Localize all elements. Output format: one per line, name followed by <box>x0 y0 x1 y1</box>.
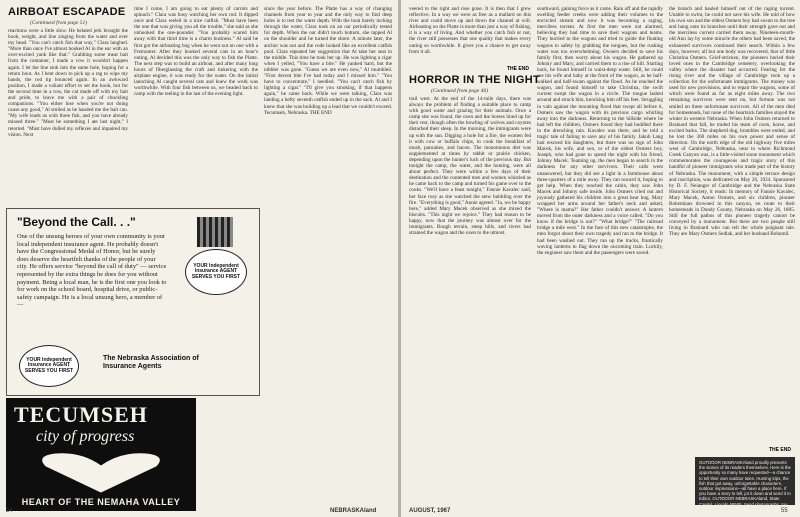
heart-map-icon <box>26 452 176 494</box>
article-text: the branch and hauled himself out of the raging torrent. Unable to swim, he could not save his wife. He told of how his own son and the oldest Osmers boy had swum to the tree and hung onto its branches until their strength gave out and the merciless current carried them away. Nineteen-month-old Ann lay by some miracle the others had been saved, the exhausted survivors continued their search. Within a few days, however, all but one body was recovered, that of little Christina Osmers. Grief-stricken, the pioneers buried their loved ones in the Cambridge cemetery, overlooking the valley where the disaster had occurred. Fearing for the rising river and the village of Cambridge took up a collection for the unfortunate immigrants. The money was used for new provisions, and to repair the wagons, some of which were found as far as eight miles away. The two remaining survivors were sent on, but fortune was not smiled on these unfortunate survivors. All of the men died for homesteads, but none of the heartsick families stayed the winter in western Nebraska. When John Osmers returned to Brainard that fall, he traded his team of oxen, horse, and excited barks. The shepherd dog, brambles were ended, and he lost the 360 miles on his own power and sense of direction. On the north edge of the old highway five miles west of Cambridge, Nebraska, near to where Richmond Creek Canyon was, is a little-visited stone monument which commemorates the courageous and tragic story of this handful of pioneer immigrants who made part of the history of Nebraska. The monument, with a simple terrace design and inscription, was dedicated on May 26, 1924. Sponsored by D. F. Neianger of Cambridge and the Nebraska State Historical Society, it reads: In memory of Fannie Kavalec, Mary Macek, Anton Osmers, and six children, pioneer Bohemians drowned in this canyon, en route to their homesteads in Dundy County, Nebraska on May 26, 1885. Still the full pathos of this pioneer tragedy cannot be conveyed by a monument. But there are two people still living in Brainard who can tell the whole poignant tale. They are Mary Osmers Sedlak, and her husband Bohumil. <box>669 6 795 238</box>
article-column-2 <box>537 6 663 496</box>
continued-note: (Continued from page 51) <box>30 20 88 26</box>
issue-date: AUGUST, 1967 <box>409 508 451 514</box>
tecumseh-footer: HEART OF THE NEMAHA VALLEY <box>21 497 181 507</box>
article-column-1-top <box>409 6 531 68</box>
end-mark: THE END <box>769 447 791 453</box>
article-text: trail west. At the end of the 14-mile days, there was always the problem of finding a suitable place to camp with good water and grazing for their animals. Once a camp site was found, the oxen and the horses lined up for their rest, though often the howling of wolves and coyotes disturbed their sleep. In the morning, the immigrants were up with the sun. Digging a hole for a fire, the women fed it with cow or buffalo chips, to cook the breakfast of mush, pancakes, and bacon. The monotonous diet was supplemented at times by rabbit or prairie chicken, depending upon the hunter's luck of the previous day. But tonight the camp, the water, and the hunting, were all about perfect. They were within a few days of their destination and the contented men and women whistled as he came back to the camp and turned his game over to the cooks. "We'll have a feast tonight," Fannie Kavalec said, her face rosy as she watched the stew bubbling over the fire. "Everything is good," Annie agreed. "Ja, wo be happy here," added Mary Macek observed as she mixed the biscuits. "This night we rejoice." They had reason to be happy, now that the journey was almost over for the immigrants. Rough terrain, steep hills, and rivers had strained the wagon and the oxen to the utmost. <box>409 96 531 237</box>
ad-text: One of the unsung heroes of your own community is your local independent insurance agent. He probably doesn't have the Congressional Medal of Honor, but he surely does deserve the heartfelt thanks of the people of your city. He offers service "beyond the call of duty" — service represented by the extra things he does for you without payment. Being a local man, he is the first one you look to for work on the school board, hospital drive, or public-safety campaign. He is a local unsung hero, a member of— <box>17 233 167 309</box>
tecumseh-title: TECUMSEH <box>14 402 148 427</box>
insurance-ad <box>6 208 260 396</box>
article-text: time I come, I am going to eat plenty of carrots and spinach." Clara was busy watching her own rod. It dipped once and Clara reeled in a nice catfish. "Must have been the one that was giving you all the trouble," she said as she unhooked the one-pounder. "You probably scared him away with that third time is a charm business." Al said he first got the airboating bug when he went out on one with a Fremonter. After they hooked several cats in an hour's outing, Al decided this was the only way to fish the Platte. The next step was to build an airboat, and after many long hours of fiberglassing the craft and tinkering with the airplane engine, it was ready for the water. On the initial launching Al caught several cats and knew the work was worthwhile. With four fish between us, we headed back to camp with the reeling in the last of the evening light. <box>134 6 258 98</box>
independent-agent-medal-icon <box>185 249 247 295</box>
page-number: 54 <box>6 508 13 514</box>
right-page <box>401 0 800 517</box>
headline-airboat-escapade: AIRBOAT ESCAPADE <box>8 6 126 18</box>
article-column-2 <box>134 6 258 210</box>
article-column-1 <box>409 96 531 496</box>
medal-text: YOUR Independent Insurance AGENT SERVES YOU FIRST <box>191 262 241 280</box>
left-page <box>0 0 398 517</box>
notice-text: OUTDOOR NEBRASKAland proudly presents the stories of its readers themselves. Here is the opportunity so many have requested—a chance to tell their own outdoor tales. Hunting trips, the fish that got away, unforgettable characters, outdoor impressions—all have a place here. If you have a story to tell, jot it down and send it to Editor, OUTDOOR NEBRASKAland, State Capitol, Lincoln 68509. Send photographs, too, if any are available. <box>699 460 791 512</box>
article-text: veered to the right and rose gone. It is then that I grew reflective. In a way we were as free as a mallard on this river and could move up and down the channel at will. Airboating on the Platte is more than just a way of fishing, it is a way of living. And whether you catch fish or not, the river still possesses that one quality that makes every outing so worthwhile. It gives you a chance to get away from it all. <box>409 6 531 55</box>
end-mark: THE END <box>507 66 529 72</box>
tecumseh-subtitle: city of progress <box>36 428 135 445</box>
association-name: The Nebraska Association of Insurance Agents <box>103 355 199 370</box>
logo-text: YOUR Independent Insurance AGENT SERVES YOU FIRST <box>24 356 74 374</box>
article-column-1 <box>8 28 128 206</box>
ad-title: "Beyond the Call. . ." <box>17 215 136 229</box>
article-text: reactions were a little slow. He belated jerk brought the hook, weight, and line zinging from the water and over my head. "You can't catch fish that way," Clara laughed. "More than once I've almost hooked Al in the ear with an over-excited yank like that." Grabbing some meat bait from the container, I made a vow it wouldn't happen again. I let the line sink into the same hole, hoping for a return bout. As I bent down to pick up a rag to wipe my hands, the rod tip bounced again. In an awkward position, I made a valiant effort to set the hook, but for the second time in a row, the cat made off with my bait and pride, to leave me with a pair of chuckling companions. "You either lose when you're not doing cause any good," Al smiled as he handed me the bait can. "My wife leads us with three fish, and you have already missed three." "Must be something I ate last night," I retorted. "Must have dulled my reflexes and impaired my vision. Next <box>8 28 128 138</box>
independent-agent-logo-icon <box>19 345 79 387</box>
article-text: since the year before. The Platte has a way of changing channels from year to year and the only way to find deep holes is to test the water depth. With the boat barely inching through the water, Clara took on an oar periodically tested for depth. When the oar didn't touch bottom, she tapped Al on the shoulder and he turned the shore. A minute later, the anchor was out and the code looked like an excellent catfish pool. Clara repeated her suggestion that Al take her seat in the middle. This time he took her up. He was lighting a cigar when I yelled, "You have a bite." He yanked hard, but the nibbler was gone. "Guess we are even now," Al mumbled. "First decent bite I've had today and I missed him." "You have to concentrate," I needled. "You can't catch fish by lighting a cigar." "I'll give you smoking, if that happens again," he came back. While we were talking, Clara was landing a hefty seventh catfish ended up in the sack. Al and I knew that she was building up a lead that we couldn't exceed. Tecumseh, Nebraska. THE END <box>264 6 392 116</box>
headline-horror-in-the-night: HORROR IN THE NIGHT <box>409 74 540 86</box>
medal-ribbon-icon <box>197 217 233 247</box>
magazine-name: NEBRASKAland <box>330 508 377 514</box>
article-column-3 <box>264 6 392 446</box>
continued-note: (Continued from page 46) <box>431 88 489 94</box>
tecumseh-ad <box>6 398 196 511</box>
page-number: 55 <box>781 508 788 514</box>
article-column-3 <box>669 6 795 446</box>
article-text: southward, gaining force as it came. Rain off and the rapidly swelling feeder creeks were adding their volumes to the encircled stream and now it was becoming a raging, merciless torrent. At first the men were not alarmed, believing they had time to save their wagons and teams. They hurried to the wagons and tried to guide the floating wagons to safety by grabbing the tongues, but the rushing water was too overwhelming. Owners decided to save his family first, then worry about his wagon. He gathered up Johnny and Mary, and carried them to a rise of hill. Starting back, he found himself in waist-deep water. Still, he could see his wife and baby at the front of the wagon, as he half-walked and half-swam against the flood. As he reached the wagon, and found himself to take Christina, the swift current swept the wagon in a circle. The tongue lashed around and struck him, knocking him off his feet. Struggling in vain against the mounting flood that swept all before it, Osmers saw the wagon with its precious cargo whirling away into the darkness. Returning to the hillside where he had left the children, Osmers found they had huddled there in the drenching rain. Kavalec was there, and he told a tragic tale of failing to save any of his family. Jakub Lang had rescued his daughters, but there was no sign of John Macek, his wife, and son, or of the oldest Osmers boy, Joseph, who had gone to spend the night with his friend, Johnny Macek. Teaming up, the men began to search in the darkness for any other survivors. Their calls went unanswered, but they did see a light in a farmhouse about three-quarters of a mile away. They ran toward it, hoping to get help. When they reached the cabin, they saw John Macek and Johnny safe inside. John Osmers cried out and joyously gathered his children into a great bear hug. Mary wrapped her arms around her father's neck and asked, "Where is mama?" Her father couldn't answer. A lantern moved from the outer darkness and a voice called. "Do you know if the bridge is out?" "What bridge?" "The railroad bridge a mile west." In the face of this new catastrophe, the men forgot about their own tragedy and ran to the bridge. It had been washed out. They ran up the tracks, frantically waving lanterns to flag down the oncoming train. Luckily, the engineer saw them and the passengers were saved. <box>537 6 663 256</box>
